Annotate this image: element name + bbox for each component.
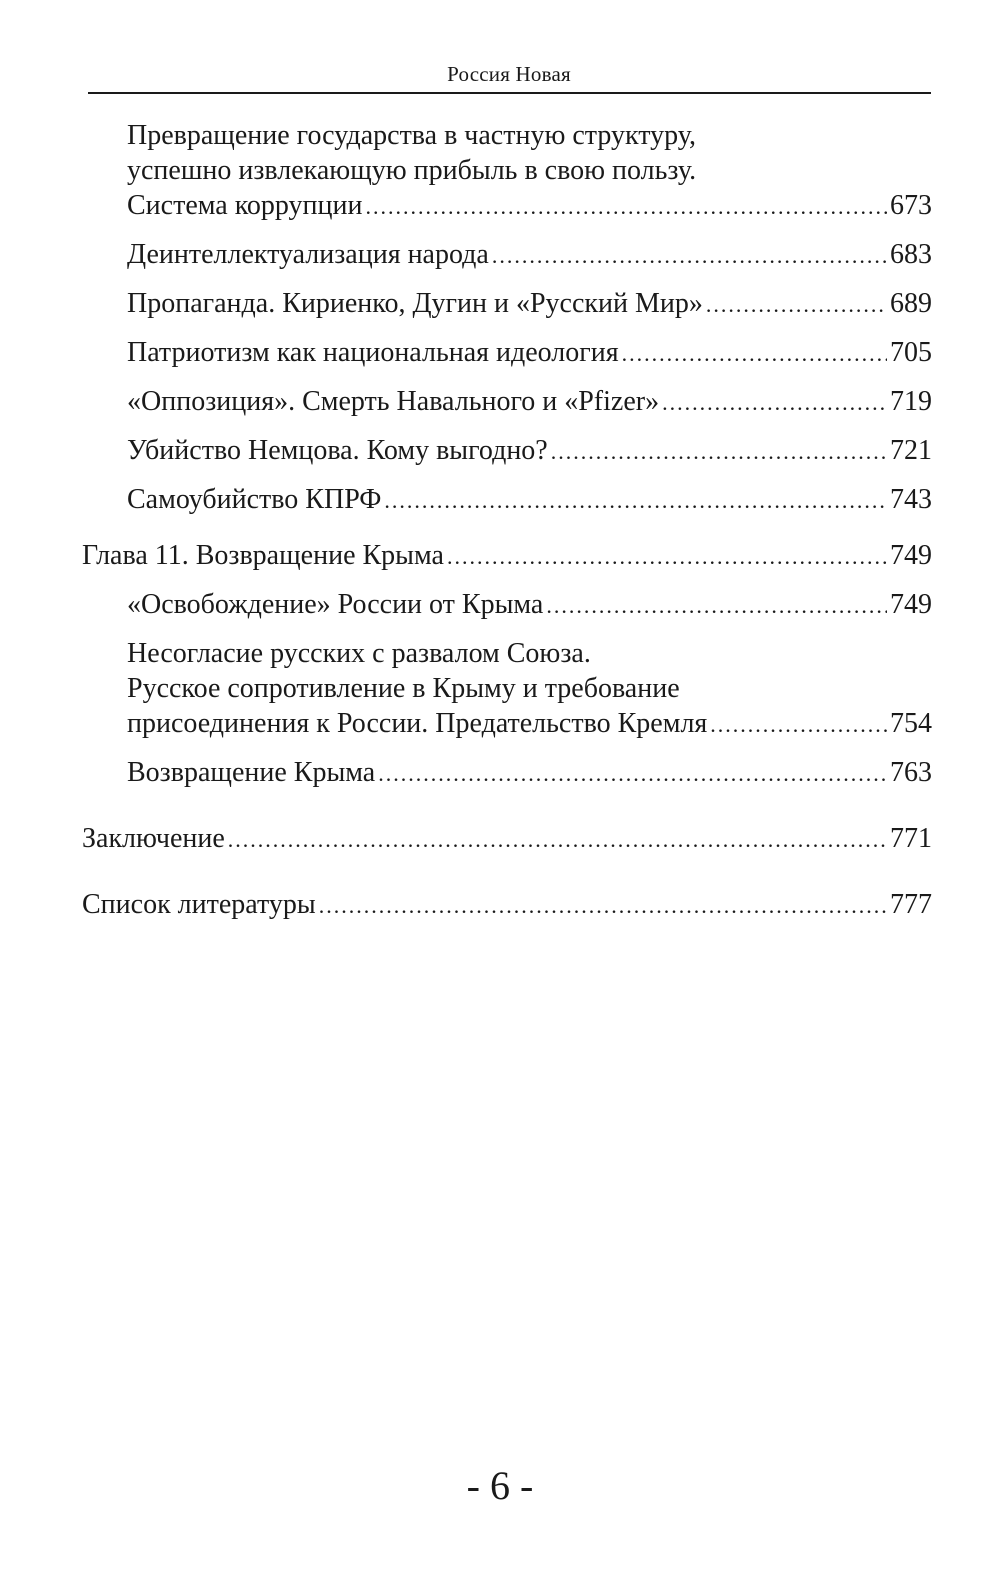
toc-page-number: 749 [890, 589, 932, 620]
toc-entry [82, 587, 932, 623]
page-number: - 6 - [466, 1463, 534, 1508]
dot-leader [447, 539, 887, 574]
toc-page-number: 743 [890, 484, 932, 515]
toc-entry-line: Превращение государства в частную структуру, [127, 120, 696, 151]
toc-entry [82, 433, 932, 469]
toc-chapter-entry [82, 538, 932, 574]
toc-page-number: 749 [890, 540, 932, 571]
running-header: Россия Новая [447, 62, 571, 86]
toc-entry-title: Возвращение Крыма [127, 757, 376, 788]
toc-entry [82, 118, 932, 224]
toc-page-number: 754 [890, 708, 932, 739]
dot-leader [492, 238, 887, 273]
toc-entry-line: Несогласие русских с развалом Союза. [127, 638, 591, 669]
toc-page-number: 771 [890, 823, 932, 854]
dot-leader [378, 756, 887, 791]
dot-leader [706, 287, 887, 322]
toc-entry [82, 286, 932, 322]
toc-page-number: 683 [890, 239, 932, 270]
dot-leader [710, 707, 887, 742]
toc-chapter-title: Список литературы [82, 889, 316, 920]
toc-entry-title: Деинтеллектуализация народа [127, 239, 489, 270]
toc-entry [82, 482, 932, 518]
table-of-contents [82, 118, 932, 936]
dot-leader [551, 434, 887, 469]
toc-page-number: 763 [890, 757, 932, 788]
toc-entry [82, 335, 932, 371]
toc-chapter-entry [82, 887, 932, 923]
toc-entry-title: «Оппозиция». Смерть Навального и «Pfizer» [127, 386, 660, 417]
toc-entry-title: Самоубийство КПРФ [127, 484, 382, 515]
dot-leader [365, 189, 887, 224]
dot-leader [662, 385, 887, 420]
toc-entry-title: Патриотизм как национальная идеология [127, 337, 619, 368]
dot-leader [384, 483, 887, 518]
dot-leader [319, 888, 887, 923]
toc-entry-title: Убийство Немцова. Кому выгодно? [127, 435, 548, 466]
toc-entry-title: Пропаганда. Кириенко, Дугин и «Русский Мир» [127, 288, 703, 319]
toc-page-number: 721 [890, 435, 932, 466]
toc-page-number: 777 [890, 889, 932, 920]
toc-entry-line: Русское сопротивление в Крыму и требование [127, 673, 680, 704]
toc-entry-title: Система коррупции [127, 190, 363, 221]
toc-entry [82, 636, 932, 742]
toc-entry [82, 237, 932, 273]
dot-leader [546, 588, 887, 623]
toc-page-number: 673 [890, 190, 932, 221]
toc-entry [82, 755, 932, 791]
dot-leader [622, 336, 887, 371]
toc-page-number: 705 [890, 337, 932, 368]
toc-chapter-title: Заключение [82, 823, 225, 854]
toc-entry-title: присоединения к России. Предательство Кремля [127, 708, 708, 739]
toc-entry-title: «Освобождение» России от Крыма [127, 589, 544, 620]
header-rule [88, 92, 931, 94]
toc-page-number: 719 [890, 386, 932, 417]
toc-page-number: 689 [890, 288, 932, 319]
toc-entry [82, 384, 932, 420]
dot-leader [228, 822, 887, 857]
toc-chapter-entry [82, 821, 932, 857]
toc-entry-line: успешно извлекающую прибыль в свою пользу. [127, 155, 697, 186]
toc-chapter-title: Глава 11. Возвращение Крыма [82, 540, 444, 571]
